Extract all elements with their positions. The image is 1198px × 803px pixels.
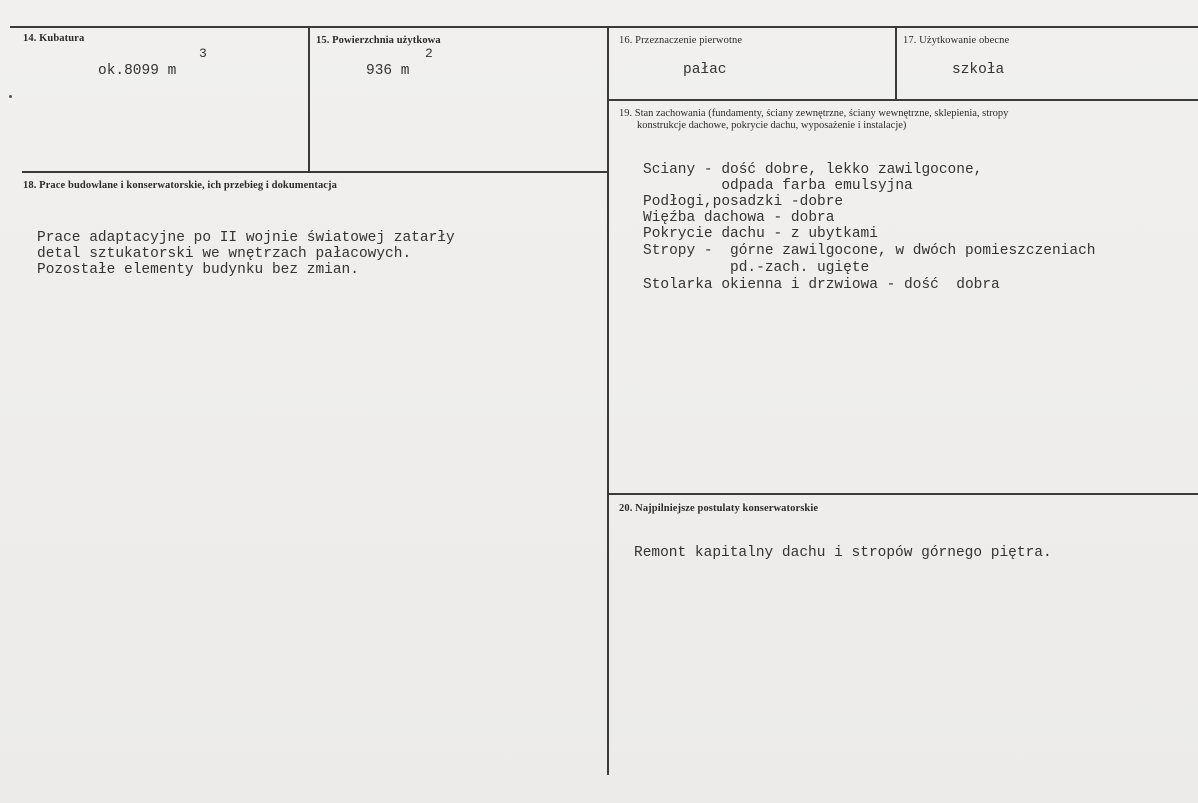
field-18-line: Pozostałe elementy budynku bez zmian. <box>37 262 359 278</box>
field-19-line: Sciany - dość dobre, lekko zawilgocone, <box>643 162 983 178</box>
divider-14-15 <box>308 27 310 172</box>
field-15-superscript: 2 <box>425 46 433 61</box>
field-19-line: pd.-zach. ugięte <box>643 260 870 276</box>
field-17-value: szkoła <box>952 62 1005 78</box>
field-20-label: 20. Najpilniejsze postulaty konserwatorskie <box>619 503 819 514</box>
field-18-label: 18. Prace budowlane i konserwatorskie, ich przebieg i dokumentacja <box>23 180 338 191</box>
divider-16-17 <box>895 27 897 100</box>
field-14-superscript: 3 <box>199 46 207 61</box>
field-19-line: Podłogi,posadzki -dobre <box>643 194 844 210</box>
field-19-label-line1: 19. Stan zachowania (fundamenty, ściany zewnętrzne, ściany wewnętrzne, sklepienia, stropy <box>619 108 1009 119</box>
field-15-value: 936 m <box>366 63 410 79</box>
divider-row-14-18 <box>22 171 609 173</box>
field-14-label: 14. Kubatura <box>23 33 85 44</box>
field-17-label: 17. Użytkowanie obecne <box>903 35 1010 46</box>
field-19-line: odpada farba emulsyjna <box>643 178 913 194</box>
field-19-line: Stropy - górne zawilgocone, w dwóch pomieszczeniach <box>643 243 1096 259</box>
field-19-line: Więźba dachowa - dobra <box>643 210 835 226</box>
center-divider <box>607 27 609 775</box>
field-15-label: 15. Powierzchnia użytkowa <box>316 35 441 46</box>
divider-row-16-19 <box>608 99 1198 101</box>
field-19-line: Pokrycie dachu - z ubytkami <box>643 226 878 242</box>
divider-row-19-20 <box>608 493 1198 495</box>
field-19-label-line2: konstrukcje dachowe, pokrycie dachu, wyposażenie i instalacje) <box>637 120 907 131</box>
field-20-value: Remont kapitalny dachu i stropów górnego piętra. <box>634 545 1052 561</box>
field-19-line: Stolarka okienna i drzwiowa - dość dobra <box>643 277 1000 293</box>
top-border-line <box>10 26 1198 28</box>
field-18-line: detal sztukatorski we wnętrzach pałacowych. <box>37 246 412 262</box>
paper-speck <box>9 95 12 98</box>
field-16-label: 16. Przeznaczenie pierwotne <box>619 35 743 46</box>
field-14-value: ok.8099 m <box>98 63 177 79</box>
field-19-label <box>619 108 1139 132</box>
field-18-line: Prace adaptacyjne po II wojnie światowej zatarły <box>37 230 455 246</box>
field-16-value: pałac <box>683 62 727 78</box>
